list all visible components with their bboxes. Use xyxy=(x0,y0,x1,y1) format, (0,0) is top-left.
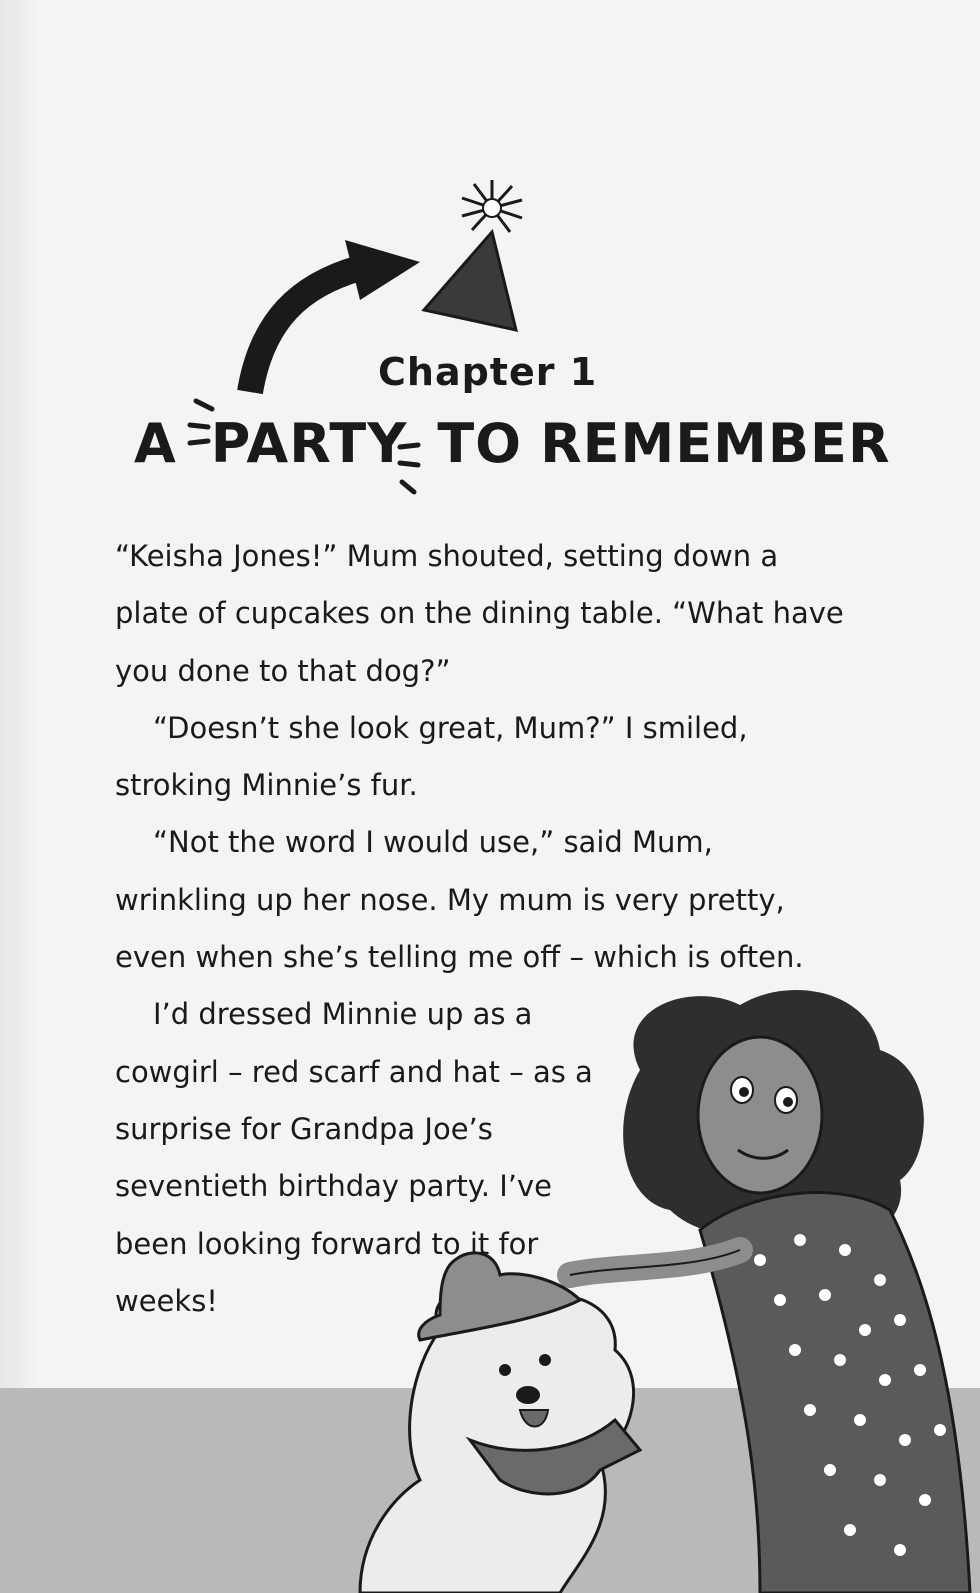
chapter-title-word: TO xyxy=(437,412,523,475)
chapter-label: Chapter 1 xyxy=(378,350,598,394)
party-hat-icon xyxy=(424,180,522,330)
chapter-title-word: REMEMBER xyxy=(540,412,891,475)
chapter-title xyxy=(134,412,891,475)
paragraph: “Keisha Jones!” Mum shouted, setting down a plate of cupcakes on the dining table. “What have you done to that dog?” xyxy=(115,539,844,688)
paragraph: “Not the word I would use,” said Mum, wrinkling up her nose. My mum is very pretty, even when she’s telling me off – which is often. xyxy=(115,825,804,975)
chapter-title-word: PARTY xyxy=(210,412,408,475)
story-body xyxy=(115,528,845,1330)
chapter-title-word: A xyxy=(134,412,177,475)
paragraph: I’d dressed Minnie up as a cowgirl – red scarf and hat – as a surprise for Grandpa Joe’s seventieth birthday party. I’ve been looking forward to it for weeks! xyxy=(115,997,593,1318)
paragraph: “Doesn’t she look great, Mum?” I smiled, stroking Minnie’s fur. xyxy=(115,710,748,803)
